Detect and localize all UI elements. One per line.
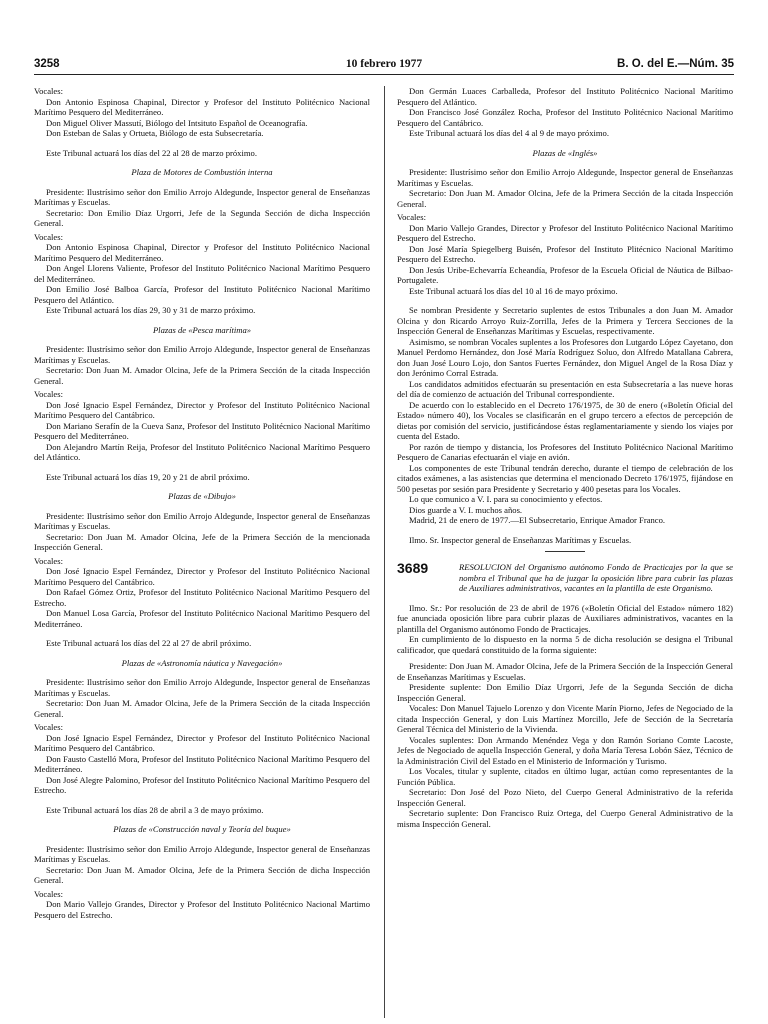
paragraph: Se nombran Presidente y Secretario suplentes de estos Tribunales a don Juan M. Amador Olcina y don Ricardo Arroyo Ruiz-Zorrilla, Jefes de la Primera y Tercera Secciones de la Inspección General de Enseñanzas Marítimas y Escuelas, respectivamente. xyxy=(397,305,733,336)
paragraph: Presidente: Ilustrísimo señor don Emilio Arrojo Aldegunde, Inspector general de Enseñanzas Marítimas y Escuelas. xyxy=(34,843,370,864)
paragraph: Este Tribunal actuará los días del 10 al 16 de mayo próximo. xyxy=(409,285,618,296)
paragraph: Secretario: Don Juan M. Amador Olcina, Jefe de la Primera Sección de la mencionada Inspección General. xyxy=(34,531,370,552)
vocales-label: Vocales: xyxy=(34,389,63,399)
paragraph: Don Antonio Espinosa Chapinal, Director y Profesor del Instituto Politécnico Nacional Marítimo Pesquero del Mediterráneo. xyxy=(34,242,370,263)
paragraph: Secretario: Don José del Pozo Nieto, del Cuerpo General Administrativo de la referida Inspección General. xyxy=(397,787,733,808)
vocales-label: Vocales: xyxy=(34,86,63,96)
paragraph: Ilmo. Sr.: Por resolución de 23 de abril de 1976 («Boletín Oficial del Estado» número 182) fue anunciada oposición libre para cubrir plazas de Auxiliares administrativos, vacantes en la plantilla del Organismo autónomo Fondo de Practicajes. xyxy=(397,602,733,634)
paragraph: Don Jesús Uribe-Echevarría Echeandía, Profesor de la Escuela Oficial de Náutica de Bilbao-Portugalete. xyxy=(397,264,733,285)
paragraph: Don Fausto Castelló Mora, Profesor del Instituto Politécnico Nacional Marítimo Pesquero del Mediterráneo. xyxy=(34,753,370,774)
paragraph: Secretario: Don Emilio Díaz Urgorri, Jefe de la Segunda Sección de dicha Inspección General. xyxy=(34,207,370,228)
paragraph: Por razón de tiempo y distancia, los Profesores del Instituto Politécnico Nacional Marítimo Pesquero de Canarias efectuarán el viaje en avión. xyxy=(397,441,733,462)
paragraph: Don José Alegre Palomino, Profesor del Instituto Politécnico Nacional Marítimo Pesquero del Estrecho. xyxy=(34,774,370,795)
section-title: Plazas de «Astronomía náutica y Navegación» xyxy=(121,657,283,668)
paragraph: Asimismo, se nombran Vocales suplentes a los Profesores don Lutgardo López Cayetano, don Manuel Perdomo Hernández, don José María Rodríguez Soluo, don Alfredo Matallana Cabrera, don Juan José Louro Lojo, don Santos Fuertes Fernández, don Miguel Angel de la Rosa Díaz y don Jerónimo Corral Estrada. xyxy=(397,336,733,378)
paragraph: Don Germán Luaces Carballeda, Profesor del Instituto Politécnico Nacional Marítimo Pesquero del Atlántico. xyxy=(397,86,733,107)
section-title: Plazas de «Inglés» xyxy=(532,147,598,158)
paragraph: Presidente: Don Juan M. Amador Olcina, Jefe de la Primera Sección de la Inspección General de Enseñanzas Marítimas y Escuelas. xyxy=(397,661,733,682)
paragraph: En cumplimiento de lo dispuesto en la norma 5 de dicha resolución se designa el Tribunal calificador, que quedará constituido de la forma siguiente: xyxy=(397,634,733,655)
paragraph: Vocales: Don Manuel Tajuelo Lorenzo y don Vicente Marín Piorno, Jefes de Negociado de la citada Inspección General, y don Luis Martínez Morcillo, Jefe de Sección de la Secretaría General Técnica del Ministerio de la Vivienda. xyxy=(397,703,733,734)
paragraph: Dios guarde a V. I. muchos años. xyxy=(409,504,523,515)
paragraph: Secretario: Don Juan M. Amador Olcina, Jefe de la Primera Sección de la citada Inspección General. xyxy=(34,698,370,719)
paragraph: Los Vocales, titular y suplente, citados en último lugar, actúan como representantes de la Función Pública. xyxy=(397,766,733,787)
paragraph: Don Alejandro Martín Reija, Profesor del Instituto Politécnico Nacional Marítimo Pesquero del Atlántico. xyxy=(34,441,370,462)
gazette-page xyxy=(34,56,734,1018)
section-title: Plaza de Motores de Combustión interna xyxy=(131,167,273,177)
paragraph: Los candidatos admitidos efectuarán su presentación en esta Subsecretaría a las nueve horas del día de comienzo de actuación del Tribunal correspondiente. xyxy=(397,378,733,399)
paragraph: Don Miguel Oliver Massutí, Biólogo del Intsituto Español de Oceanografía. xyxy=(46,117,308,128)
vocales-label: Vocales: xyxy=(34,555,63,566)
resolution-number: 3689 xyxy=(397,560,429,576)
section-title: Plazas de «Dibujo» xyxy=(168,491,236,501)
left-column xyxy=(34,86,370,920)
section-title: Plazas de «Construcción naval y Teoría del buque» xyxy=(113,824,291,834)
paragraph: Don Mario Vallejo Grandes, Director y Profesor del Instituto Politécnico Nacional Marítimo Pesquero del Estrecho. xyxy=(397,222,733,243)
paragraph: Ilmo. Sr. Inspector general de Enseñanzas Marítimas y Escuelas. xyxy=(409,534,632,545)
paragraph: Vocales suplentes: Don Armando Menéndez Vega y don Ramón Soriano Comte Lacoste, Jefes de Negociado de aquella Inspección General, y doña María Teresa Lobón Sáez, Técnico de la Administración Civil del Estado en el Ministerio de Información y Turismo. xyxy=(397,734,733,766)
vocales-label: Vocales: xyxy=(397,212,426,222)
paragraph: Don José María Spiegelberg Buisén, Profesor del Instituto Plitécnico Nacional Marítimo Pesquero del Estrecho. xyxy=(397,243,733,264)
paragraph: Presidente: Ilustrísimo señor don Emilio Arrojo Aldegunde, Inspector general de Enseñanzas Marítimas y Escuelas. xyxy=(34,677,370,698)
paragraph: Don Emilio José Balboa García, Profesor del Instituto Politécnico Nacional Marítimo Pesquero del Atlántico. xyxy=(34,284,370,305)
paragraph: Lo que comunico a V. I. para su conocimiento y efectos. xyxy=(409,494,603,504)
paragraph: Presidente: Ilustrísimo señor don Emilio Arrojo Aldegunde, Inspector general de Enseñanzas Marítimas y Escuelas. xyxy=(397,167,733,188)
paragraph: Don Mario Vallejo Grandes, Director y Profesor del Instituto Politécnico Nacional Martimo Pesquero del Estrecho. xyxy=(34,899,370,920)
vocales-label: Vocales: xyxy=(34,888,63,899)
paragraph: Presidente: Ilustrísimo señor don Emilio Arrojo Aldegunde, Inspector general de Enseñanzas Marítimas y Escuelas. xyxy=(34,344,370,365)
paragraph: Secretario suplente: Don Francisco Ruiz Ortega, del Cuerpo General Administrativo de la misma Inspección General. xyxy=(397,808,733,829)
paragraph: Don Manuel Losa García, Profesor del Instituto Politécnico Nacional Marítimo Pesquero del Mediterráneo. xyxy=(34,608,370,629)
paragraph: Secretario: Don Juan M. Amador Olcina, Jefe de la Primera Sección de dicha Inspección General. xyxy=(34,864,370,885)
paragraph: Este Tribunal actuará los días del 4 al 9 de mayo próximo. xyxy=(409,128,610,138)
paragraph: Presidente: Ilustrísimo señor don Emilio Arrojo Aldegunde, Inspector general de Enseñanzas Marítimas y Escuelas. xyxy=(34,510,370,531)
page-header xyxy=(34,56,734,74)
header-rule xyxy=(34,74,734,75)
column-divider xyxy=(384,86,385,1018)
paragraph: Don Francisco José González Rocha, Profesor del Instituto Politécnico Nacional Marítimo Pesquero del Cantábrico. xyxy=(397,107,733,128)
publication-name: B. O. del E.—Núm. 35 xyxy=(617,58,734,70)
paragraph: Presidente suplente: Don Emilio Díaz Urgorri, Jefe de la Segunda Sección de dicha Inspección General. xyxy=(397,682,733,703)
paragraph: Este Tribunal actuará los días 29, 30 y 31 de marzo próximo. xyxy=(46,305,256,315)
paragraph: Este Tribunal actuará los días 19, 20 y 21 de abril próximo. xyxy=(46,471,250,482)
paragraph: Madrid, 21 de enero de 1977.—El Subsecretario, Enrique Amador Franco. xyxy=(409,515,666,525)
right-column xyxy=(397,86,733,829)
paragraph: Don José Ignacio Espel Fernández, Director y Profesor del Instituto Politécnico Nacional Marítimo Pesquero del Cantábrico. xyxy=(34,732,370,753)
paragraph: Presidente: Ilustrísimo señor don Emilio Arrojo Aldegunde, Inspector general de Enseñanzas Marítimas y Escuelas. xyxy=(34,186,370,207)
resolution-heading xyxy=(397,562,733,594)
resolution-title: RESOLUCION del Organismo autónomo Fondo de Practicajes por la que se nombra el Tribunal que ha de juzgar la oposición libre para cubrir las plazas de Auxiliares administrativos, vacantes en la plantilla de este Organismo. xyxy=(459,562,733,593)
section-separator xyxy=(545,551,585,552)
paragraph: Don Antonio Espinosa Chapinal, Director y Profesor del Instituto Politécnico Nacional Marítimo Pesquero del Mediterráneo. xyxy=(34,96,370,117)
page-number: 3258 xyxy=(34,58,60,70)
paragraph: Este Tribunal actuará los días 28 de abril a 3 de mayo próximo. xyxy=(46,804,264,815)
paragraph: Secretario: Don Juan M. Amador Olcina, Jefe de la Primera Sección de la citada Inspección General. xyxy=(397,188,733,209)
paragraph: Don José Ignacio Espel Fernández, Director y Profesor del Instituto Politécnico Nacional Marítimo Pesquero del Cantábrico. xyxy=(34,566,370,587)
paragraph: Don Esteban de Salas y Ortueta, Biólogo de esta Subsecretaría. xyxy=(46,128,264,138)
paragraph: Don Angel Llorens Valiente, Profesor del Instituto Politécnico Nacional Marítimo Pesquero del Mediterráneo. xyxy=(34,263,370,284)
vocales-label: Vocales: xyxy=(34,231,63,242)
paragraph: Don José Ignacio Espel Fernández, Director y Profesor del Instituto Politécnico Nacional Marítimo Pesquero del Cantábrico. xyxy=(34,399,370,420)
paragraph: Don Rafael Gómez Ortiz, Profesor del Instituto Politécnico Nacional Marítimo Pesquero del Estrecho. xyxy=(34,587,370,608)
paragraph: Los componentes de este Tribunal tendrán derecho, durante el tiempo de celebración de los citados exámenes, a las asistencias que determina el mencionado Decreto 176/1975, fijándose en 500 pesetas por sesión para Presidente y Secretario y 400 pesetas para los Vocales. xyxy=(397,462,733,494)
paragraph: Este Tribunal actuará los días del 22 al 27 de abril próximo. xyxy=(46,638,252,648)
vocales-label: Vocales: xyxy=(34,722,63,732)
section-title: Plazas de «Pesca marítima» xyxy=(152,324,252,335)
paragraph: Don Mariano Serafín de la Cueva Sanz, Profesor del Instituto Politécnico Nacional Marítimo Pesquero del Mediterráneo. xyxy=(34,420,370,441)
issue-date: 10 febrero 1977 xyxy=(345,58,423,70)
paragraph: Secretario: Don Juan M. Amador Olcina, Jefe de la Primera Sección de la citada Inspección General. xyxy=(34,365,370,386)
paragraph: Este Tribunal actuará los días del 22 al 28 de marzo próximo. xyxy=(46,147,257,158)
paragraph: De acuerdo con lo establecido en el Decreto 176/1975, de 30 de enero («Boletín Oficial del Estado» número 40), los Vocales se clasificarán en el grupo tercero a efectos de percepción de dietas por comisión del servicio, justificándose éstas reglamentariamente y siendo los viajes por cuenta del Estado. xyxy=(397,399,733,441)
